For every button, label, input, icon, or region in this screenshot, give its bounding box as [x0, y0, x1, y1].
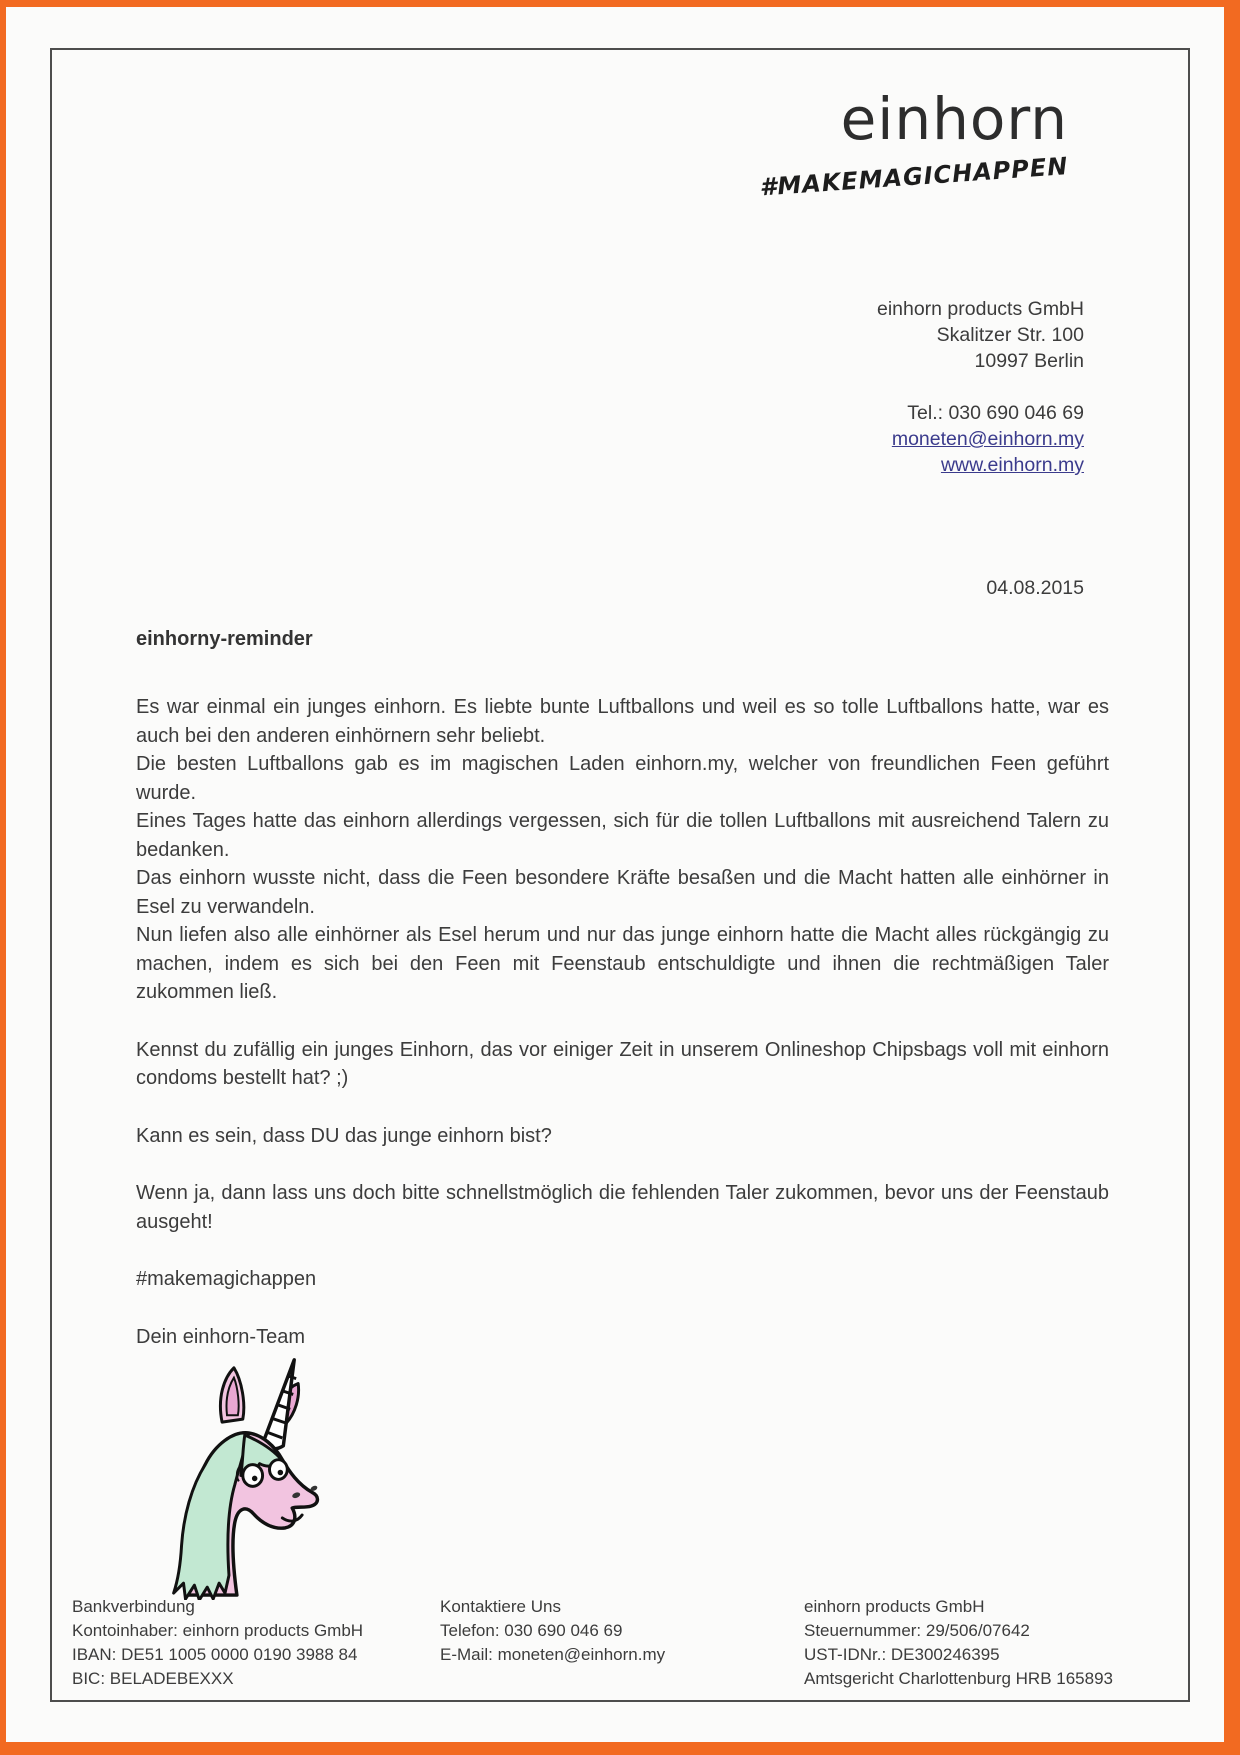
sender-address-block: [877, 296, 1084, 478]
letter-body: [136, 693, 1109, 1351]
hashtag: #makemagichappen: [136, 1268, 317, 1290]
signoff: Dein einhorn-Team: [136, 1325, 305, 1348]
sender-city: 10997 Berlin: [974, 350, 1084, 372]
footer-legal-column: [804, 1595, 1113, 1691]
unicorn-eye-left: [243, 1465, 263, 1487]
sender-street: Skalitzer Str. 100: [936, 324, 1084, 346]
sender-website-link[interactable]: www.einhorn.my: [940, 454, 1084, 476]
footer-legal-vatid: UST-IDNr.: DE300246395: [804, 1645, 1000, 1664]
unicorn-pupil-left: [252, 1476, 258, 1482]
letter-subject: einhorny-reminder: [136, 628, 313, 650]
letter-date: 04.08.2015: [986, 577, 1084, 599]
footer-bank-holder: Kontoinhaber: einhorn products GmbH: [72, 1621, 364, 1640]
footer-bank-column: [72, 1595, 363, 1691]
story-line: Nun liefen also alle einhörner als Esel herum und nur das junge einhorn hatte die Macht alles rückgängig zu machen, indem es sich bei den Feen mit Feenstaub entschuldigte und ihnen die rechtmäßigen Taler zukommen ließ.: [136, 924, 1109, 1003]
unicorn-pupil-right: [278, 1470, 284, 1476]
footer-legal-company: einhorn products GmbH: [804, 1597, 985, 1616]
story-line: Es war einmal ein junges einhorn. Es liebte bunte Luftballons und weil es so tolle Luftballons hatte, war es auch bei den anderen einhörnern sehr beliebt.: [136, 696, 1109, 747]
footer-contact-column: [440, 1595, 665, 1667]
footer-legal-taxnumber: Steuernummer: 29/506/07642: [804, 1621, 1030, 1640]
logo-tagline: #MAKEMAGICHAPPEN: [758, 152, 1069, 202]
footer-bank-iban: IBAN: DE51 1005 0000 0190 3988 84: [72, 1645, 358, 1664]
sender-phone: Tel.: 030 690 046 69: [907, 402, 1084, 424]
request: Wenn ja, dann lass uns doch bitte schnellstmöglich die fehlenden Taler zukommen, bevor uns der Feenstaub ausgeht!: [136, 1182, 1109, 1233]
story-line: Das einhorn wusste nicht, dass die Feen besondere Kräfte besaßen und die Macht hatten alle einhörner in Esel zu verwandeln.: [136, 867, 1109, 918]
letter-page: [50, 48, 1190, 1702]
page-background: [6, 7, 1224, 1742]
question-order: Kennst du zufällig ein junges Einhorn, das vor einiger Zeit in unserem Onlineshop Chipsbags voll mit einhorn condoms bestellt hat? ;): [136, 1038, 1109, 1089]
footer-contact-email: E-Mail: moneten@einhorn.my: [440, 1645, 666, 1664]
logo-wordmark: einhorn: [840, 85, 1068, 153]
sender-email-link[interactable]: moneten@einhorn.my: [891, 428, 1084, 450]
footer-legal-court: Amtsgericht Charlottenburg HRB 165893: [804, 1669, 1113, 1688]
unicorn-illustration: [128, 1348, 326, 1600]
footer-contact-title: Kontaktiere Uns: [440, 1597, 561, 1616]
question-you: Kann es sein, dass DU das junge einhorn bist?: [136, 1124, 552, 1147]
spacer: [877, 374, 1084, 400]
sender-company: einhorn products GmbH: [876, 298, 1084, 320]
logo: [758, 85, 1069, 202]
footer-contact-phone: Telefon: 030 690 046 69: [440, 1621, 623, 1640]
story-line: Die besten Luftballons gab es im magischen Laden einhorn.my, welcher von freundlichen Feen geführt wurde.: [136, 753, 1109, 804]
story-line: Eines Tages hatte das einhorn allerdings vergessen, sich für die tollen Luftballons mit ausreichend Talern zu bedanken.: [136, 810, 1109, 861]
footer-bank-bic: BIC: BELADEBEXXX: [72, 1669, 234, 1688]
footer-bank-title: Bankverbindung: [72, 1597, 195, 1616]
unicorn-eye-right: [269, 1460, 287, 1480]
